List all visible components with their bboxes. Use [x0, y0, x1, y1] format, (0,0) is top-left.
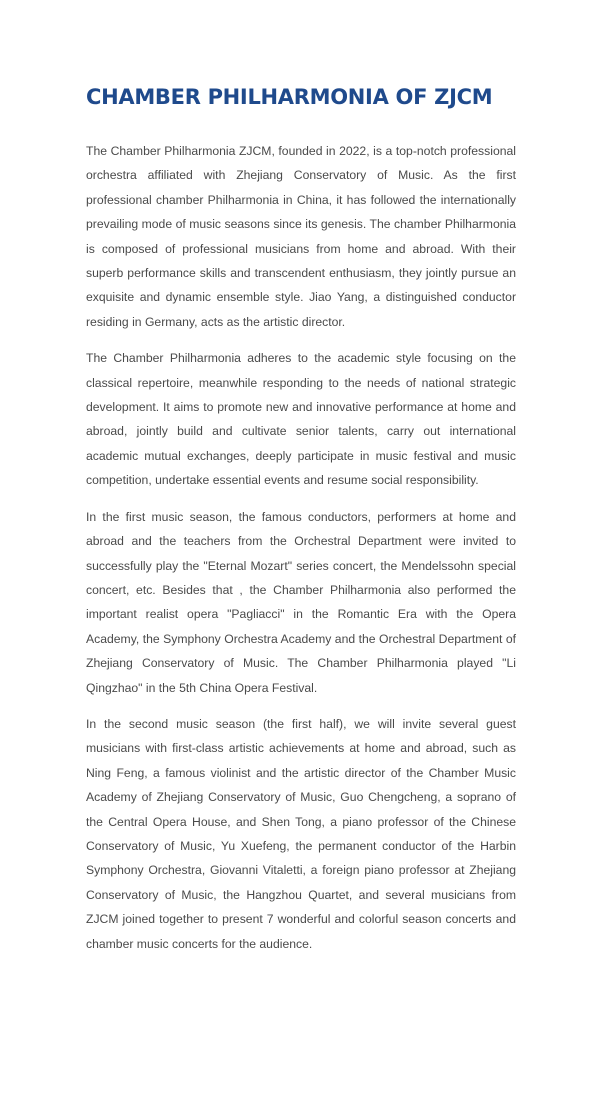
article-body [86, 139, 516, 956]
paragraph-first-season: In the first music season, the famous conductors, performers at home and abroad and the teachers from the Orchestral Department were invited to successfully play the "Eternal Mozart" series concert, the Mendelssohn special concert, etc. Besides that , the Chamber Philharmonia also performed the important realist opera "Pagliacci" in the Romantic Era with the Opera Academy, the Symphony Orchestra Academy and the Orchestral Department of Zhejiang Conservatory of Music. The Chamber Philharmonia played "Li Qingzhao" in the 5th China Opera Festival. [86, 509, 516, 695]
page-title: CHAMBER PHILHARMONIA OF ZJCM [86, 85, 493, 109]
paragraph-mission: The Chamber Philharmonia adheres to the academic style focusing on the classical repertoire, meanwhile responding to the needs of national strategic development. It aims to promote new and innovative performance at home and abroad, jointly build and cultivate senior talents, carry out international academic mutual exchanges, deeply participate in music festival and music competition, undertake essential events and resume social responsibility. [86, 351, 516, 488]
paragraph-founding: The Chamber Philharmonia ZJCM, founded in 2022, is a top-notch professional orchestra affiliated with Zhejiang Conservatory of Music. As the first professional chamber Philharmonia in China, it has followed the internationally prevailing mode of music seasons since its genesis. The chamber Philharmonia is composed of professional musicians from home and abroad. With their superb performance skills and transcendent enthusiasm, they jointly pursue an exquisite and dynamic ensemble style. Jiao Yang, a distinguished conductor residing in Germany, acts as the artistic director. [86, 144, 516, 329]
article [86, 82, 516, 968]
paragraph-second-season: In the second music season (the first half), we will invite several guest musicians with first-class artistic achievements at home and abroad, such as Ning Feng, a famous violinist and the artistic director of the Chamber Music Academy of Zhejiang Conservatory of Music, Guo Chengcheng, a soprano of the Central Opera House, and Shen Tong, a piano professor of the Chinese Conservatory of Music, Yu Xuefeng, the permanent conductor of the Harbin Symphony Orchestra, Giovanni Vitaletti, a foreign piano professor at Zhejiang Conservatory of Music, the Hangzhou Quartet, and several musicians from ZJCM joined together to present 7 wonderful and colorful season concerts and chamber music concerts for the audience. [86, 716, 516, 951]
